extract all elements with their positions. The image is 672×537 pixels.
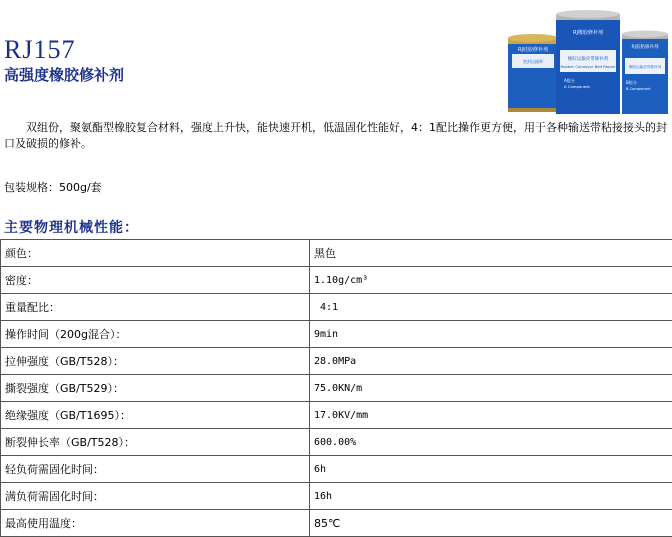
table-row (1, 456, 672, 483)
large-can-component-cn: A组分 (564, 78, 575, 83)
large-can-sub: 橡胶运输皮带修补剂 (567, 57, 609, 62)
large-can (556, 10, 620, 114)
property-value: 600.00% (310, 429, 672, 456)
property-value: 28.0MPa (310, 348, 672, 375)
property-value: 85℃ (310, 510, 672, 537)
property-label: 重量配比： (1, 294, 310, 321)
property-label: 操作时间（200g混合）： (1, 321, 310, 348)
small-can-right-component: B Component (626, 87, 651, 91)
property-value: 黑色 (310, 240, 672, 267)
property-label: 撕裂强度（GB/T529）： (1, 375, 310, 402)
property-value: 4:1 (310, 294, 672, 321)
large-can-en: Rubber Conveyor Belt Repair (560, 64, 616, 69)
property-value: 1.10g/cm³ (310, 267, 672, 294)
property-label: 断裂伸长率（GB/T528）： (1, 429, 310, 456)
table-row (1, 429, 672, 456)
packaging-spec: 包装规格：500g/套 (4, 181, 102, 194)
large-can-label: RJ橡胶修补剂 (573, 30, 603, 36)
table-row (1, 375, 672, 402)
product-code: RJ157 (4, 35, 76, 64)
table-row (1, 510, 672, 537)
property-label: 最高使用温度： (1, 510, 310, 537)
product-photo (504, 4, 672, 116)
small-can-right-sub: 橡胶运输皮带修补剂 (628, 65, 662, 69)
small-can-right-component-cn: B组分 (626, 80, 637, 85)
property-label: 密度： (1, 267, 310, 294)
section-title: 主要物理机械性能： (4, 220, 139, 236)
property-label: 颜色： (1, 240, 310, 267)
product-name: 高强度橡胶修补剂 (4, 66, 125, 84)
table-row (1, 240, 672, 267)
small-can-right (622, 31, 668, 115)
large-can-component: A Component (564, 84, 590, 89)
product-description: 双组份，聚氨酯型橡胶复合材料，强度上升快，能快速开机，低温固化性能好，4：1配比操作更方便，用于各种输送带粘接接头的封口及破损的修补。 (4, 121, 667, 150)
properties-table (0, 239, 672, 537)
property-value: 17.0KV/mm (310, 402, 672, 429)
small-can-left-label: RJ硅胶修补剂 (518, 47, 548, 53)
property-value: 16h (310, 483, 672, 510)
table-row (1, 267, 672, 294)
property-value: 6h (310, 456, 672, 483)
table-row (1, 348, 672, 375)
property-value: 75.0KN/m (310, 375, 672, 402)
property-value: 9min (310, 321, 672, 348)
table-row (1, 294, 672, 321)
small-can-right-label: RJ胶粘修补剂 (631, 45, 659, 50)
property-label: 轻负荷需固化时间： (1, 456, 310, 483)
small-can-left-sub: 密封运输带 (523, 59, 543, 64)
property-label: 绝缘强度（GB/T1695）： (1, 402, 310, 429)
table-row (1, 321, 672, 348)
table-row (1, 402, 672, 429)
property-label: 拉伸强度（GB/T528）： (1, 348, 310, 375)
property-label: 满负荷需固化时间： (1, 483, 310, 510)
table-row (1, 483, 672, 510)
small-can-left (508, 34, 558, 112)
